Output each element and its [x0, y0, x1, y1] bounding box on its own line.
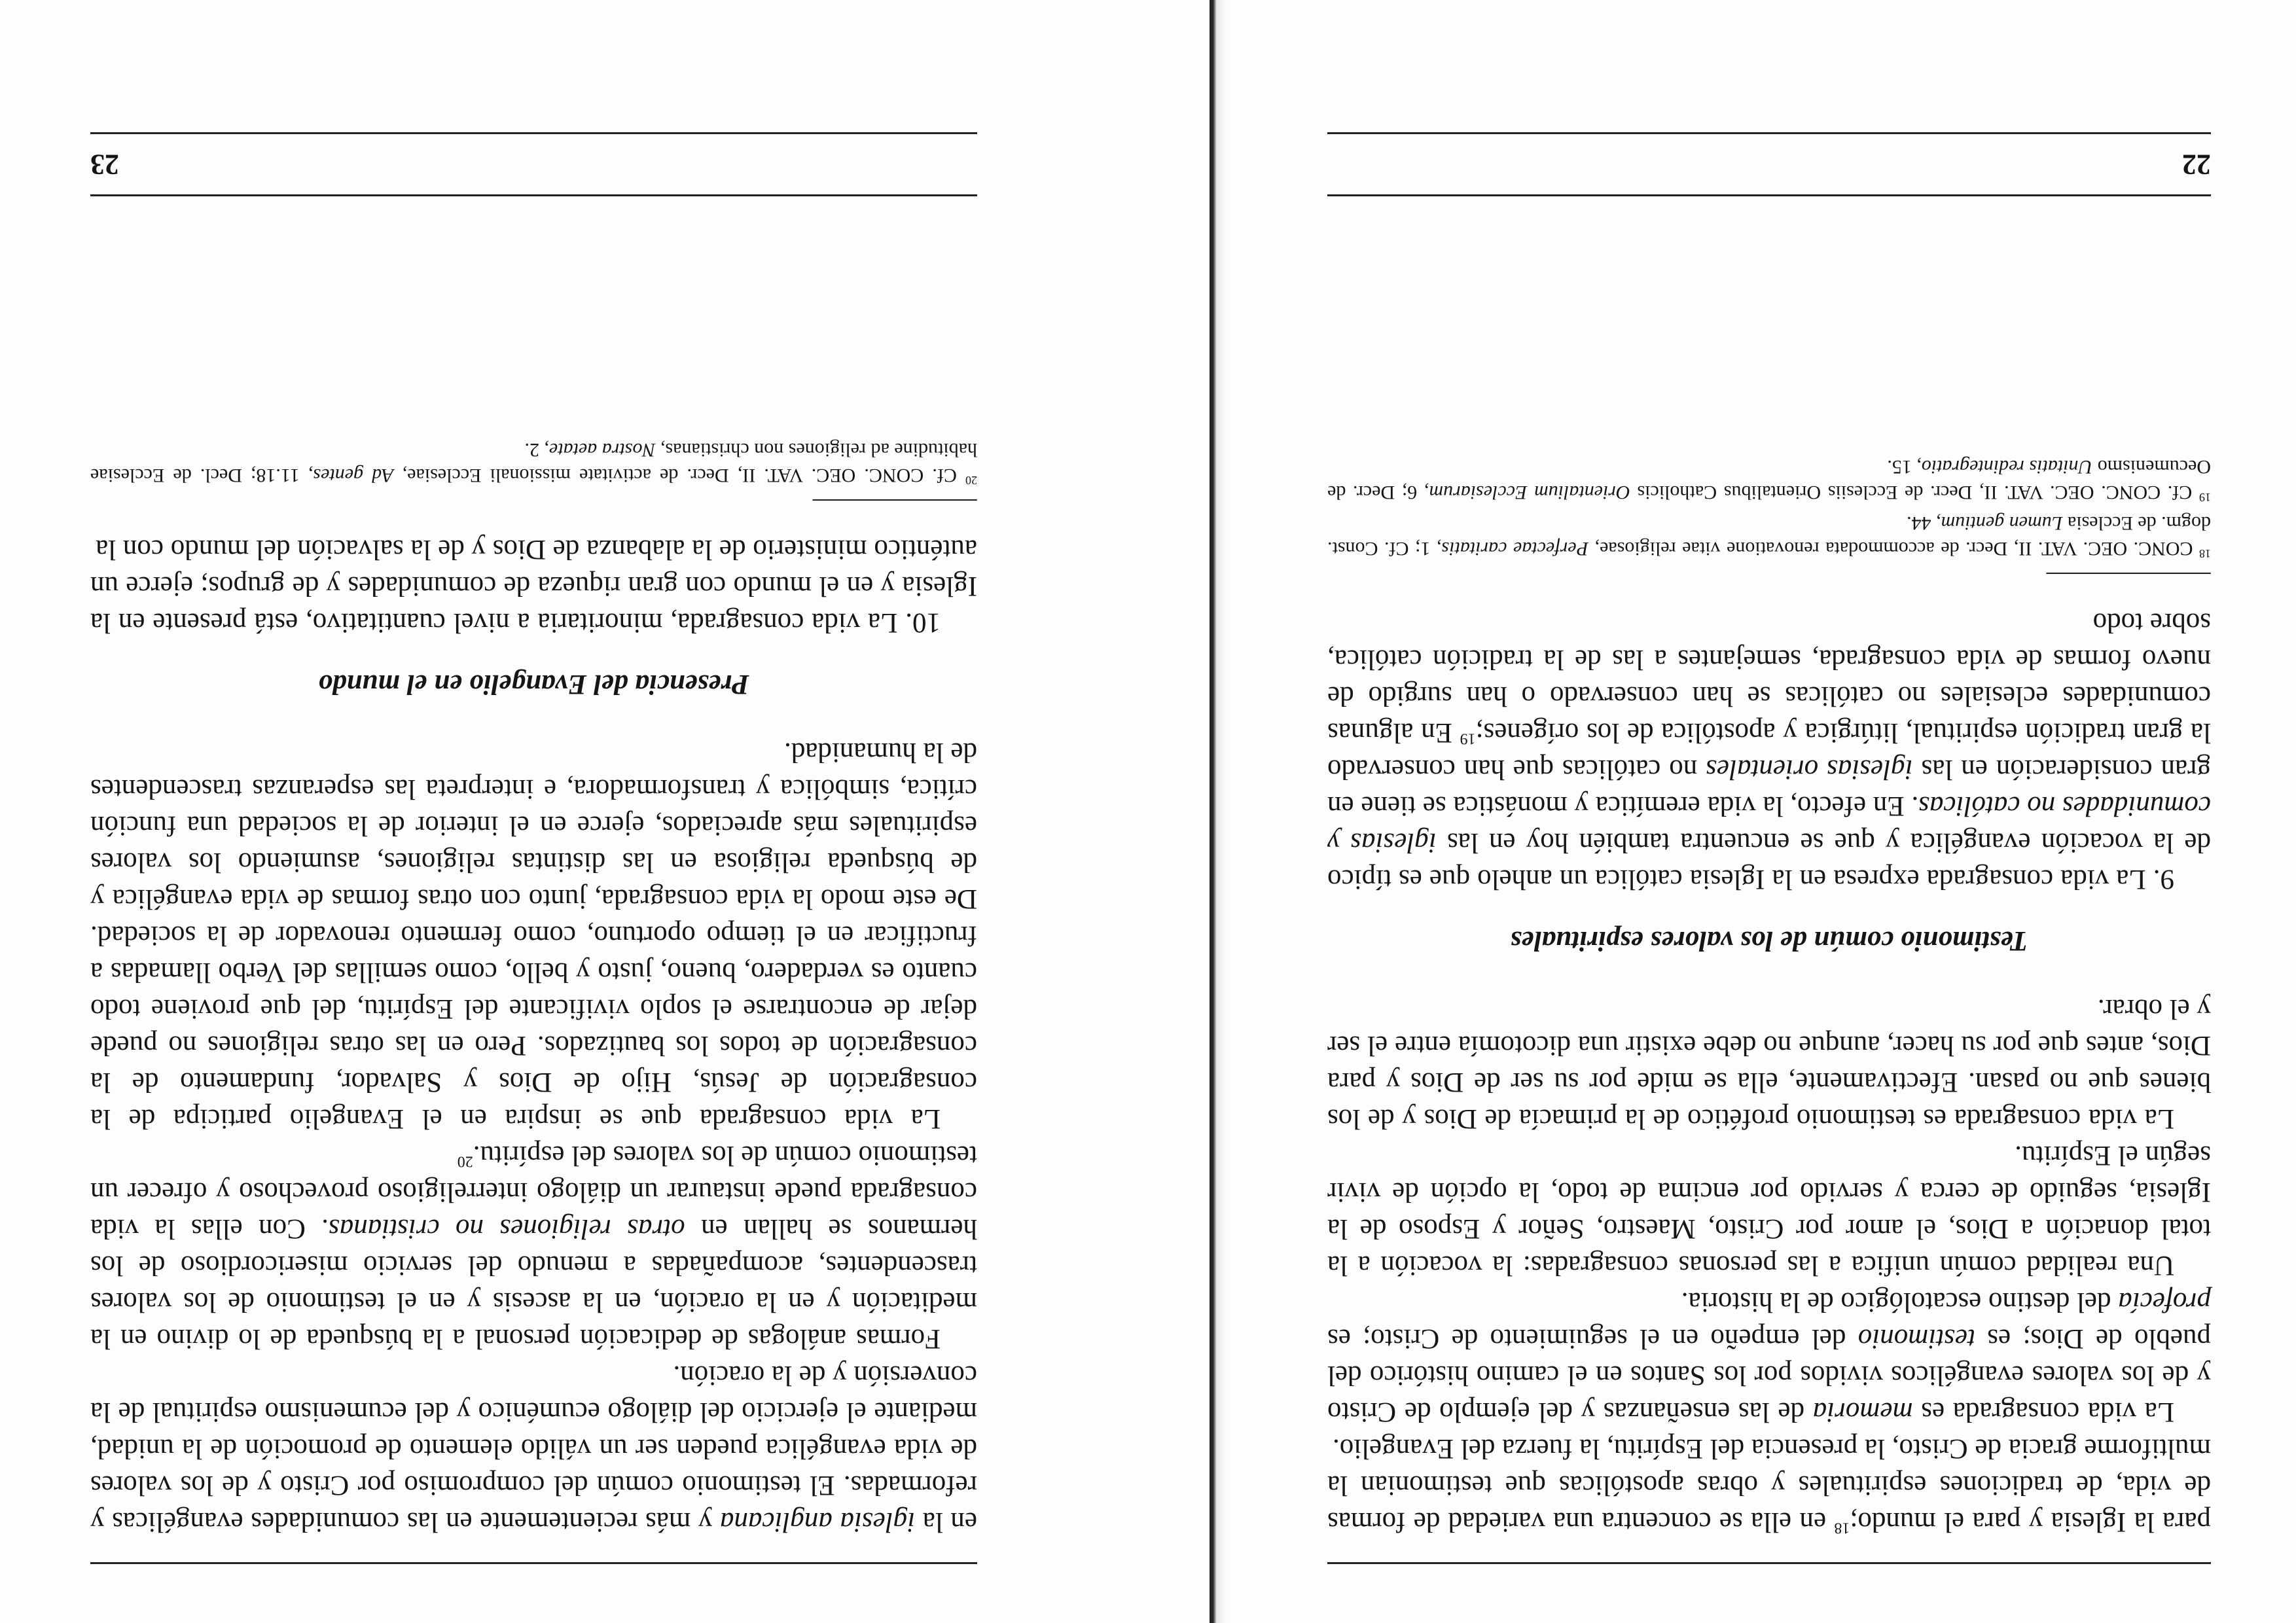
page-22 — [1213, 0, 2296, 1623]
paragraph-10: 10. La vida consagrada, minoritaria a nivel cuantitativo, está presente en la Iglesia y en el mundo con gran riqueza de comunidades y de grupos; ejerce un auténtico ministerio de la alabanza de Dios y de la salvación del mundo con la — [90, 534, 977, 638]
footnote-rule — [2046, 572, 2211, 574]
text: Formas análogas de dedicación personal a la búsqueda de lo divino en la meditación y en la oración, en la ascesis y en el testimonio de los valores trascendentes, acompañadas a menudo del servicio misericordioso de los hermanos se hallan en — [90, 1213, 977, 1354]
footnotes — [90, 437, 977, 501]
emphasis: otras religiones no cristianas — [328, 1213, 685, 1244]
text: , 11.18; Decl. de Ecclesiae habitudine ad religiones non christianas, — [90, 439, 977, 486]
text: En algunas comunidades eclesiales no católicas se han conservado o han surgido de nuevo formas de vida consagrada, semejantes a las de la tradición católica, sobre todo — [1327, 607, 2211, 748]
paragraph-memoria — [1327, 1283, 2211, 1430]
page-22-footer — [1327, 132, 2211, 196]
text: , 2. — [524, 439, 549, 461]
note-ref-20: 20 — [457, 1152, 473, 1170]
text: y más recientemente en las comunidades evangélicas y reformadas. El testimonio común del compromiso por Cristo y de los valores de vida evangélica pueden ser un válido elemento de promoción de la unidad, mediante el ejercicio del diálogo ecuménico y del ecumenismo espiritual de la conversión y de la oración. — [90, 1360, 977, 1537]
footnote-rule — [812, 499, 977, 501]
text: para la Iglesia y para el mundo; — [1850, 1507, 2211, 1537]
paragraph-continuation — [90, 1357, 977, 1540]
footer-rule — [1327, 132, 2211, 134]
text: , 6; Decr. de Oecumenismo — [1327, 456, 2211, 503]
text: CONC. OEC. VAT. II, Decr. de accommodata renovatione vitae religiosae, — [1588, 538, 2199, 560]
emphasis: testimonio — [1857, 1323, 1975, 1354]
note-ref-19: 19 — [1460, 730, 1476, 747]
text: La vida consagrada es — [1912, 1397, 2174, 1427]
text: 9. La vida consagrada expresa en la Iglesia católica un anhelo que es típico de la vocación evangélica y que se encuentra también hoy en las — [1327, 827, 2211, 895]
text: . En efecto, la vida eremítica y monástica se tiene en gran consideración en las — [1327, 754, 2211, 821]
emphasis: iglesias orientales — [1706, 754, 1913, 785]
emphasis: Orientalium Ecclesiarum — [1429, 482, 1630, 503]
footnote-number: 19 — [2199, 491, 2211, 504]
page-22-content — [1327, 449, 2211, 1564]
paragraph-realidad: Una realidad común unifica a las personas consagradas: la vocación a la total donación a Dios, el amor por Cristo, Maestro, Señor y Esposo de la Iglesia, seguido de cerca y servido por encima de todo, la opción de vivir según el Espíritu. — [1327, 1140, 2211, 1281]
section-title: Presencia del Evangelio en el mundo — [318, 669, 749, 700]
footnotes — [1327, 454, 2211, 574]
text: , 1; Cf. Const. dogm. de Ecclesia — [1327, 512, 2211, 560]
footer-rule — [90, 194, 977, 196]
page-23-content — [90, 432, 977, 1564]
emphasis: memoria — [1812, 1397, 1913, 1427]
footer-rule — [90, 132, 977, 134]
emphasis: Unitatis redintegratio — [1921, 456, 2093, 478]
note-ref-18: 18 — [1834, 1519, 1850, 1537]
emphasis: Nostra aetate — [548, 439, 656, 461]
emphasis: Lumen gentium — [1941, 512, 2063, 534]
top-rule — [1327, 1562, 2211, 1564]
emphasis: Ad gentes — [313, 465, 394, 486]
page-23-footer — [90, 132, 977, 196]
paragraph-testimonio: La vida consagrada es testimonio profético de la primacía de Dios y de los bienes que no pasan. Efectivamente, ella se mide por su ser de Dios y para Dios, antes que por su hacer, aunque no debe existir una dicotomía entre el ser y el obrar. — [1327, 993, 2211, 1134]
text: . Con ellas la vida consagrada puede instaurar un diálogo interreligioso provechoso y ofrecer un testimonio común de los valores del espíritu. — [90, 1140, 977, 1244]
text: , 15. — [1887, 456, 1922, 478]
footnote-number: 18 — [2199, 547, 2211, 560]
text: del destino escatológico de la historia. — [1681, 1287, 2119, 1317]
text: , 44. — [1907, 512, 1941, 534]
page-number: 23 — [90, 149, 119, 181]
paragraph-inspira: La vida consagrada que se inspira en el Evangelio participa de la consagración de Jesús, Hijo de Dios y Salvador, fundamento de la consagración de todos los bautizados. Pero en las otras religiones no puede dejar de encontrarse el soplo vivificante del Espíritu, del que proviene todo cuanto es verdadero, bueno, justo y bello, como semillas del Verbo llamadas a fructificar en el tiempo oportuno, como fermento renovador de la sociedad. De este modo la vida consagrada, junto con otras formas de vida evangélica y de búsqueda religiosa en las distintas religiones, asumiendo los valores espirituales más apreciados, ejerce en el interior de la sociedad una función crítica, simbólica y transformadora, e interpreta las esperanzas trascendentes de la humanidad. — [90, 737, 977, 1134]
footnote-18 — [1327, 510, 2211, 562]
paragraph-formas — [90, 1137, 977, 1357]
page-number: 22 — [2182, 149, 2211, 181]
footnote-20 — [90, 437, 977, 488]
paragraph-continuation — [1327, 1430, 2211, 1540]
paragraph-9 — [1327, 604, 2211, 897]
emphasis: iglesias y comunidades no católicas — [1327, 791, 2211, 858]
emphasis: iglesia anglicana — [719, 1507, 916, 1537]
text: en ella se concentra una variedad de formas de vida, de tradiciones espirituales y obras apostólicas que testimonian la multiforme gracia de Cristo, la presencia del Espíritu, la fuerza del Evangelio. — [1327, 1433, 2211, 1537]
footnote-number: 20 — [965, 474, 977, 487]
text: Cf. CONC. OEC. VAT. II, Decr. de Ecclesiis Orientalibus Catholicis — [1630, 482, 2199, 503]
top-rule — [90, 1562, 977, 1564]
text: del empeño en el seguimiento de Cristo; es — [1327, 1323, 1858, 1354]
text: en la — [915, 1507, 977, 1537]
footnote-19 — [1327, 454, 2211, 505]
section-title: Testimonio común de los valores espirituales — [1510, 925, 2028, 956]
footer-rule — [1327, 194, 2211, 196]
text: no católicas que han conservado la gran tradición espiritual, litúrgica y apostólica de los orígenes; — [1327, 717, 2211, 785]
emphasis: profecía — [2118, 1287, 2211, 1317]
text: Cf. CONC. OEC. VAT. II, Decr. de activitate missionali Ecclesiae, — [393, 465, 965, 486]
text: de las enseñanzas y del ejemplo de Cristo y de los valores evangélicos vividos por los Santos en el camino histórico del pueblo de Dios; es — [1327, 1323, 2211, 1427]
emphasis: Perfectae caritatis — [1441, 538, 1588, 560]
